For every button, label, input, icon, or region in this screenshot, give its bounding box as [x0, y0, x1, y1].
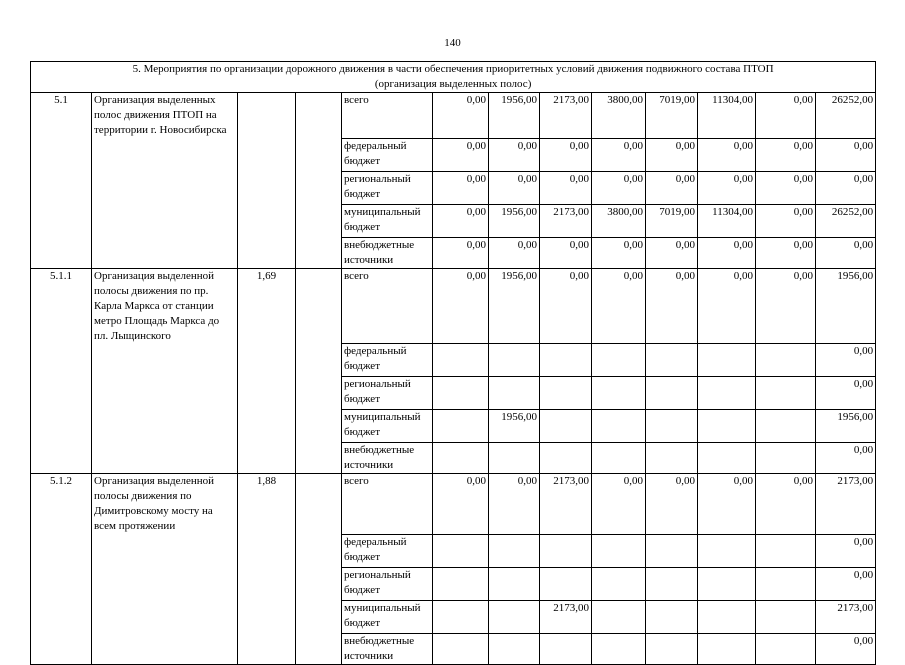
value-cell [698, 633, 756, 664]
value-cell [489, 443, 540, 474]
item-code [31, 600, 92, 633]
value-cell: 0,00 [540, 237, 592, 268]
empty-cell [296, 567, 342, 600]
value-cell: 0,00 [489, 474, 540, 535]
value-cell [646, 633, 698, 664]
value-cell [592, 443, 646, 474]
value-cell [592, 377, 646, 410]
funding-source: муниципальный бюджет [342, 600, 433, 633]
value-cell: 0,00 [433, 93, 489, 139]
item-code [31, 377, 92, 410]
item-name: Организация выделенной полосы движения по Димитровскому мосту на всем протяжении [92, 474, 238, 535]
value-cell: 11304,00 [698, 204, 756, 237]
funding-source: внебюджетные источники [342, 237, 433, 268]
empty-cell [296, 171, 342, 204]
value-cell: 1956,00 [489, 410, 540, 443]
table-row [31, 633, 876, 664]
empty-cell [296, 204, 342, 237]
item-code [31, 443, 92, 474]
value-cell: 0,00 [540, 138, 592, 171]
table-row [31, 93, 876, 139]
value-cell: 1956,00 [816, 410, 876, 443]
value-cell: 1956,00 [489, 268, 540, 344]
value-cell [646, 377, 698, 410]
value-cell [698, 443, 756, 474]
funding-source: федеральный бюджет [342, 138, 433, 171]
item-length [238, 171, 296, 204]
funding-source: всего [342, 93, 433, 139]
value-cell: 0,00 [698, 237, 756, 268]
item-length [238, 443, 296, 474]
value-cell [592, 344, 646, 377]
value-cell [540, 377, 592, 410]
funding-source: муниципальный бюджет [342, 410, 433, 443]
item-name [92, 534, 238, 567]
value-cell [540, 633, 592, 664]
value-cell: 7019,00 [646, 204, 698, 237]
value-cell [540, 344, 592, 377]
table-row [31, 204, 876, 237]
value-cell [756, 534, 816, 567]
empty-cell [296, 93, 342, 139]
item-length [238, 344, 296, 377]
empty-cell [296, 377, 342, 410]
value-cell: 2173,00 [816, 474, 876, 535]
value-cell: 26252,00 [816, 204, 876, 237]
value-cell [433, 344, 489, 377]
item-name [92, 600, 238, 633]
value-cell: 0,00 [592, 171, 646, 204]
value-cell: 0,00 [816, 633, 876, 664]
item-code [31, 138, 92, 171]
item-name [92, 204, 238, 237]
value-cell: 0,00 [489, 171, 540, 204]
value-cell: 1956,00 [489, 204, 540, 237]
table-row [31, 344, 876, 377]
value-cell: 0,00 [756, 268, 816, 344]
value-cell [433, 600, 489, 633]
item-name [92, 377, 238, 410]
value-cell: 2173,00 [540, 474, 592, 535]
value-cell [540, 410, 592, 443]
item-name [92, 410, 238, 443]
item-length [238, 377, 296, 410]
funding-source: региональный бюджет [342, 171, 433, 204]
funding-source: внебюджетные источники [342, 443, 433, 474]
value-cell: 0,00 [646, 237, 698, 268]
item-code [31, 410, 92, 443]
value-cell [592, 633, 646, 664]
value-cell: 11304,00 [698, 93, 756, 139]
item-name [92, 567, 238, 600]
value-cell: 0,00 [646, 138, 698, 171]
empty-cell [296, 237, 342, 268]
value-cell: 7019,00 [646, 93, 698, 139]
value-cell [646, 567, 698, 600]
value-cell: 0,00 [816, 237, 876, 268]
item-name [92, 443, 238, 474]
value-cell: 26252,00 [816, 93, 876, 139]
value-cell [646, 443, 698, 474]
value-cell: 0,00 [433, 268, 489, 344]
table-row [31, 410, 876, 443]
value-cell [646, 344, 698, 377]
value-cell [698, 344, 756, 377]
item-length [238, 410, 296, 443]
item-name [92, 171, 238, 204]
value-cell: 2173,00 [816, 600, 876, 633]
item-name: Организация выделенных полос движения ПТОП на территории г. Новосибирска [92, 93, 238, 139]
value-cell [756, 344, 816, 377]
value-cell: 0,00 [816, 138, 876, 171]
value-cell [698, 410, 756, 443]
funding-source: федеральный бюджет [342, 344, 433, 377]
value-cell [540, 443, 592, 474]
item-length: 1,69 [238, 268, 296, 344]
table-row [31, 567, 876, 600]
item-code [31, 633, 92, 664]
value-cell: 0,00 [540, 268, 592, 344]
value-cell [756, 600, 816, 633]
value-cell: 0,00 [698, 138, 756, 171]
value-cell [756, 633, 816, 664]
value-cell [646, 600, 698, 633]
table-row [31, 171, 876, 204]
item-length [238, 138, 296, 171]
funding-source: внебюджетные источники [342, 633, 433, 664]
value-cell [698, 600, 756, 633]
value-cell: 0,00 [646, 268, 698, 344]
item-name [92, 138, 238, 171]
funding-source: региональный бюджет [342, 377, 433, 410]
section-title-line2: (организация выделенных полос) [374, 78, 532, 90]
item-length [238, 93, 296, 139]
value-cell: 0,00 [698, 474, 756, 535]
table-row [31, 377, 876, 410]
value-cell [592, 410, 646, 443]
value-cell [646, 410, 698, 443]
value-cell [489, 344, 540, 377]
value-cell: 0,00 [816, 171, 876, 204]
item-length [238, 567, 296, 600]
value-cell: 0,00 [816, 377, 876, 410]
item-code [31, 237, 92, 268]
item-code [31, 171, 92, 204]
empty-cell [296, 633, 342, 664]
empty-cell [296, 534, 342, 567]
value-cell: 0,00 [433, 237, 489, 268]
empty-cell [296, 410, 342, 443]
value-cell [756, 410, 816, 443]
section-title [31, 62, 876, 93]
value-cell: 1956,00 [816, 268, 876, 344]
item-name [92, 633, 238, 664]
item-name: Организация выделенной полосы движения по пр. Карла Маркса от станции метро Площадь Маркса до пл. Лыщинского [92, 268, 238, 344]
value-cell [540, 567, 592, 600]
value-cell: 0,00 [433, 171, 489, 204]
value-cell [592, 600, 646, 633]
item-code [31, 534, 92, 567]
table-row [31, 600, 876, 633]
value-cell: 2173,00 [540, 204, 592, 237]
item-length [238, 600, 296, 633]
value-cell [489, 567, 540, 600]
item-code [31, 344, 92, 377]
table-row [31, 443, 876, 474]
value-cell [489, 377, 540, 410]
empty-cell [296, 268, 342, 344]
value-cell [540, 534, 592, 567]
value-cell [756, 567, 816, 600]
value-cell [433, 443, 489, 474]
value-cell [433, 567, 489, 600]
item-length [238, 204, 296, 237]
item-code: 5.1.1 [31, 268, 92, 344]
value-cell: 0,00 [540, 171, 592, 204]
value-cell: 0,00 [433, 138, 489, 171]
value-cell [698, 534, 756, 567]
value-cell [433, 534, 489, 567]
page-number: 140 [444, 37, 461, 49]
empty-cell [296, 344, 342, 377]
item-length [238, 237, 296, 268]
value-cell: 0,00 [646, 171, 698, 204]
value-cell: 0,00 [756, 474, 816, 535]
table-row [31, 474, 876, 535]
item-code: 5.1 [31, 93, 92, 139]
empty-cell [296, 138, 342, 171]
funding-table [30, 61, 876, 665]
value-cell [433, 377, 489, 410]
section-title-line1: 5. Мероприятия по организации дорожного движения в части обеспечения приоритетных условий движения подвижного состава ПТОП [132, 63, 774, 75]
funding-source: всего [342, 268, 433, 344]
value-cell [433, 633, 489, 664]
funding-source: муниципальный бюджет [342, 204, 433, 237]
value-cell: 3800,00 [592, 204, 646, 237]
value-cell: 1956,00 [489, 93, 540, 139]
value-cell: 0,00 [646, 474, 698, 535]
value-cell [592, 534, 646, 567]
value-cell: 0,00 [433, 204, 489, 237]
value-cell [756, 443, 816, 474]
item-name [92, 237, 238, 268]
value-cell: 0,00 [816, 567, 876, 600]
empty-cell [296, 443, 342, 474]
value-cell [489, 633, 540, 664]
value-cell: 0,00 [592, 237, 646, 268]
item-length [238, 633, 296, 664]
value-cell: 0,00 [592, 474, 646, 535]
section-header-row [31, 62, 876, 93]
value-cell: 0,00 [489, 138, 540, 171]
value-cell: 0,00 [756, 237, 816, 268]
value-cell [489, 600, 540, 633]
value-cell [646, 534, 698, 567]
table-row [31, 534, 876, 567]
value-cell [433, 410, 489, 443]
value-cell: 0,00 [592, 138, 646, 171]
item-length: 1,88 [238, 474, 296, 535]
value-cell [698, 567, 756, 600]
value-cell: 0,00 [756, 171, 816, 204]
funding-source: всего [342, 474, 433, 535]
item-name [92, 344, 238, 377]
value-cell [489, 534, 540, 567]
item-code [31, 204, 92, 237]
table-row [31, 138, 876, 171]
value-cell: 0,00 [698, 171, 756, 204]
value-cell: 3800,00 [592, 93, 646, 139]
value-cell: 0,00 [816, 534, 876, 567]
value-cell [592, 567, 646, 600]
value-cell: 0,00 [698, 268, 756, 344]
value-cell: 2173,00 [540, 600, 592, 633]
empty-cell [296, 600, 342, 633]
value-cell: 0,00 [816, 443, 876, 474]
empty-cell [296, 474, 342, 535]
value-cell: 0,00 [433, 474, 489, 535]
value-cell [756, 377, 816, 410]
funding-source: региональный бюджет [342, 567, 433, 600]
table-row [31, 237, 876, 268]
value-cell: 0,00 [489, 237, 540, 268]
item-code [31, 567, 92, 600]
value-cell: 2173,00 [540, 93, 592, 139]
value-cell: 0,00 [592, 268, 646, 344]
value-cell [698, 377, 756, 410]
funding-source: федеральный бюджет [342, 534, 433, 567]
value-cell: 0,00 [756, 93, 816, 139]
item-code: 5.1.2 [31, 474, 92, 535]
value-cell: 0,00 [756, 204, 816, 237]
item-length [238, 534, 296, 567]
table-row [31, 268, 876, 344]
value-cell: 0,00 [756, 138, 816, 171]
value-cell: 0,00 [816, 344, 876, 377]
